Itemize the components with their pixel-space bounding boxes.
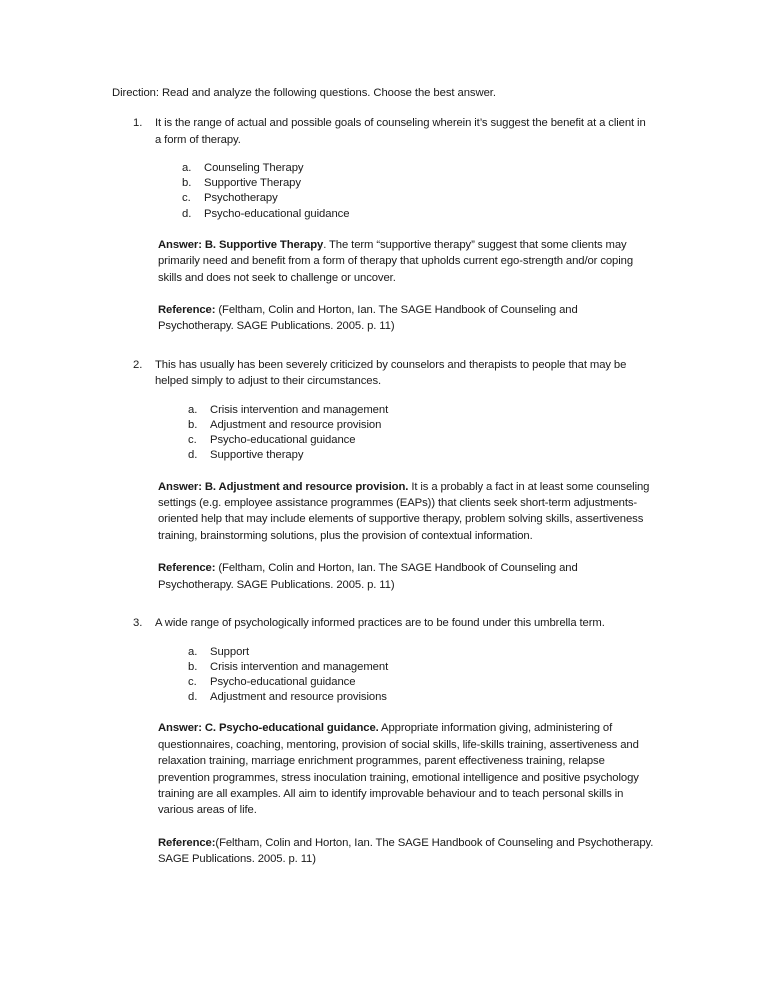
option-label: Psychotherapy [204, 192, 278, 205]
option-label: Psycho-educational guidance [210, 434, 356, 447]
option-letter: d. [182, 207, 192, 220]
option-item[interactable] [188, 448, 657, 463]
option-letter: c. [188, 676, 197, 688]
option-letter: a. [182, 162, 192, 174]
reference-lead-1: Reference: [158, 304, 216, 317]
question-number-2: 2. [133, 358, 143, 371]
document-content [112, 85, 657, 868]
option-item[interactable] [188, 660, 657, 675]
answer-body-1: . The term “supportive therapy” suggest that some clients may primarily need and benefit from a form of therapy that upholds current ego-strength and/or coping skills and does not seek to challenge or uncover. [158, 238, 634, 284]
option-letter: c. [182, 192, 191, 205]
answer-body-3: Appropriate information giving, administering of questionnaires, coaching, mentoring, provision of social skills, life-skills training, assertiveness and relaxation training, marriage enrichment programmes, parent effectiveness training, relapse prevention programmes, stress inoculation training, emotional intelligence and positive psychology training are all examples. All aim to identify improvable behaviour and to teach personal skills in various areas of life. [158, 722, 639, 817]
question-row-3 [112, 615, 657, 632]
option-letter: b. [188, 660, 198, 673]
answer-body-2: It is a probably a fact in at least some counseling settings (e.g. employee assistance programmes (EAPs)) that clients seek short-term adjustments-oriented help that may include elements of supportive therapy, problem solving skills, assertiveness training, brainstorming solutions, plus the provision of contextual information. [158, 480, 650, 542]
option-label: Psycho-educational guidance [204, 207, 350, 220]
answer-lead-3: Answer: C. Psycho-educational guidance. [158, 722, 379, 735]
option-item[interactable] [188, 690, 657, 705]
reference-paragraph-3 [158, 835, 654, 868]
option-label: Adjustment and resource provisions [210, 691, 387, 704]
option-label: Supportive therapy [210, 449, 304, 462]
question-row-2 [112, 357, 657, 390]
question-text-2: This has usually has been severely criticized by counselors and therapists to people that may be helped simply to adjust to their circumstances. [155, 358, 627, 388]
option-item[interactable] [182, 176, 657, 191]
option-label: Crisis intervention and management [210, 660, 389, 673]
answer-lead-2: Answer: B. Adjustment and resource provision. [158, 480, 409, 493]
option-label: Adjustment and resource provision [210, 419, 382, 432]
reference-body-3: (Feltham, Colin and Horton, Ian. The SAGE Handbook of Counseling and Psychotherapy. SAGE Publications. 2005. p. 11) [158, 836, 654, 866]
option-label: Crisis intervention and management [210, 403, 389, 416]
question-block-3 [112, 615, 657, 868]
option-label: Support [210, 645, 250, 658]
answer-lead-1: Answer: B. Supportive Therapy [158, 238, 324, 251]
option-letter: d. [188, 449, 198, 462]
reference-paragraph-2 [158, 560, 654, 593]
answer-paragraph-1 [158, 237, 654, 286]
option-item[interactable] [188, 418, 657, 433]
answer-paragraph-2 [158, 479, 654, 545]
reference-paragraph-1 [158, 302, 654, 335]
reference-body-2: (Feltham, Colin and Horton, Ian. The SAGE Handbook of Counseling and Psychotherapy. SAGE Publications. 2005. p. 11) [158, 562, 578, 591]
option-item[interactable] [188, 403, 657, 418]
question-number-3: 3. [133, 617, 143, 630]
option-label: Psycho-educational guidance [210, 676, 356, 688]
option-label: Supportive Therapy [204, 177, 301, 190]
question-number-1: 1. [133, 117, 143, 129]
option-item[interactable] [188, 645, 657, 660]
option-item[interactable] [188, 433, 657, 448]
question-block-2 [112, 357, 657, 593]
reference-lead-3: Reference: [158, 836, 216, 849]
option-item[interactable] [182, 207, 657, 222]
answer-paragraph-3 [158, 720, 654, 818]
options-list-2 [188, 403, 657, 464]
reference-lead-2: Reference: [158, 562, 216, 575]
option-label: Counseling Therapy [204, 162, 304, 174]
option-item[interactable] [182, 161, 657, 176]
question-row-1 [112, 115, 657, 148]
option-item[interactable] [188, 675, 657, 690]
option-letter: a. [188, 403, 198, 416]
question-text-3: A wide range of psychologically informed practices are to be found under this umbrella term. [155, 617, 605, 630]
question-text-1: It is the range of actual and possible goals of counseling wherein it’s suggest the benefit at a client in a form of therapy. [155, 117, 646, 146]
options-list-1 [182, 161, 657, 222]
options-list-3 [188, 645, 657, 706]
reference-body-1: (Feltham, Colin and Horton, Ian. The SAGE Handbook of Counseling and Psychotherapy. SAGE Publications. 2005. p. 11) [158, 304, 578, 333]
option-letter: b. [188, 419, 198, 432]
option-letter: c. [188, 434, 197, 447]
option-item[interactable] [182, 191, 657, 206]
option-letter: a. [188, 645, 198, 658]
question-block-1 [112, 115, 657, 335]
direction-line: Direction: Read and analyze the following questions. Choose the best answer. [112, 87, 496, 99]
option-letter: b. [182, 177, 192, 190]
option-letter: d. [188, 691, 198, 704]
